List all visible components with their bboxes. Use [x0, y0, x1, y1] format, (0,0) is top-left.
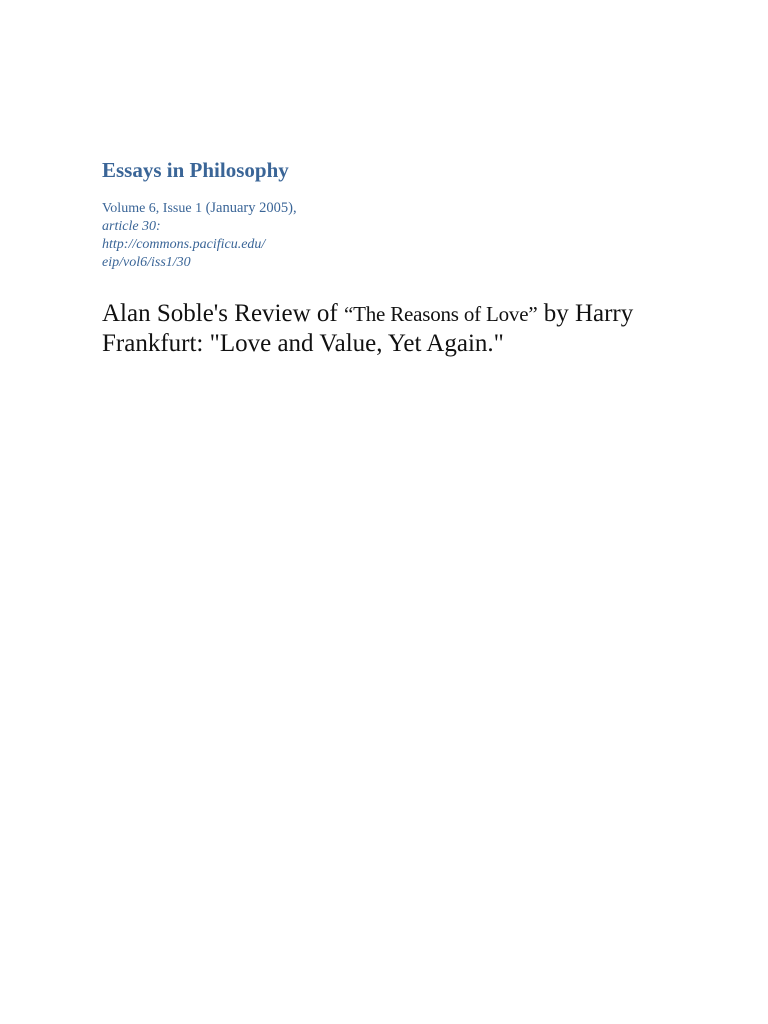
article-title-prefix: Alan Soble's Review of — [102, 300, 344, 327]
article-title — [102, 299, 702, 359]
citation-volume-line — [102, 199, 402, 218]
article-title-suffix: by Harry — [537, 300, 634, 327]
quoted-book-title: “The Reasons of Love” — [343, 302, 538, 326]
article-url-line-1[interactable]: http://commons.pacificu.edu/ — [102, 237, 266, 252]
article-title-line-2: Frankfurt: "Love and Value, Yet Again." — [102, 330, 504, 357]
volume-issue: Volume 6, Issue 1 — [102, 201, 203, 216]
citation-block — [102, 199, 402, 272]
article-number: article 30: — [102, 219, 161, 234]
publication-date: (January 2005), — [205, 200, 297, 216]
journal-title[interactable]: Essays in Philosophy — [102, 158, 289, 182]
article-url-line-2[interactable]: eip/vol6/iss1/30 — [102, 255, 191, 270]
